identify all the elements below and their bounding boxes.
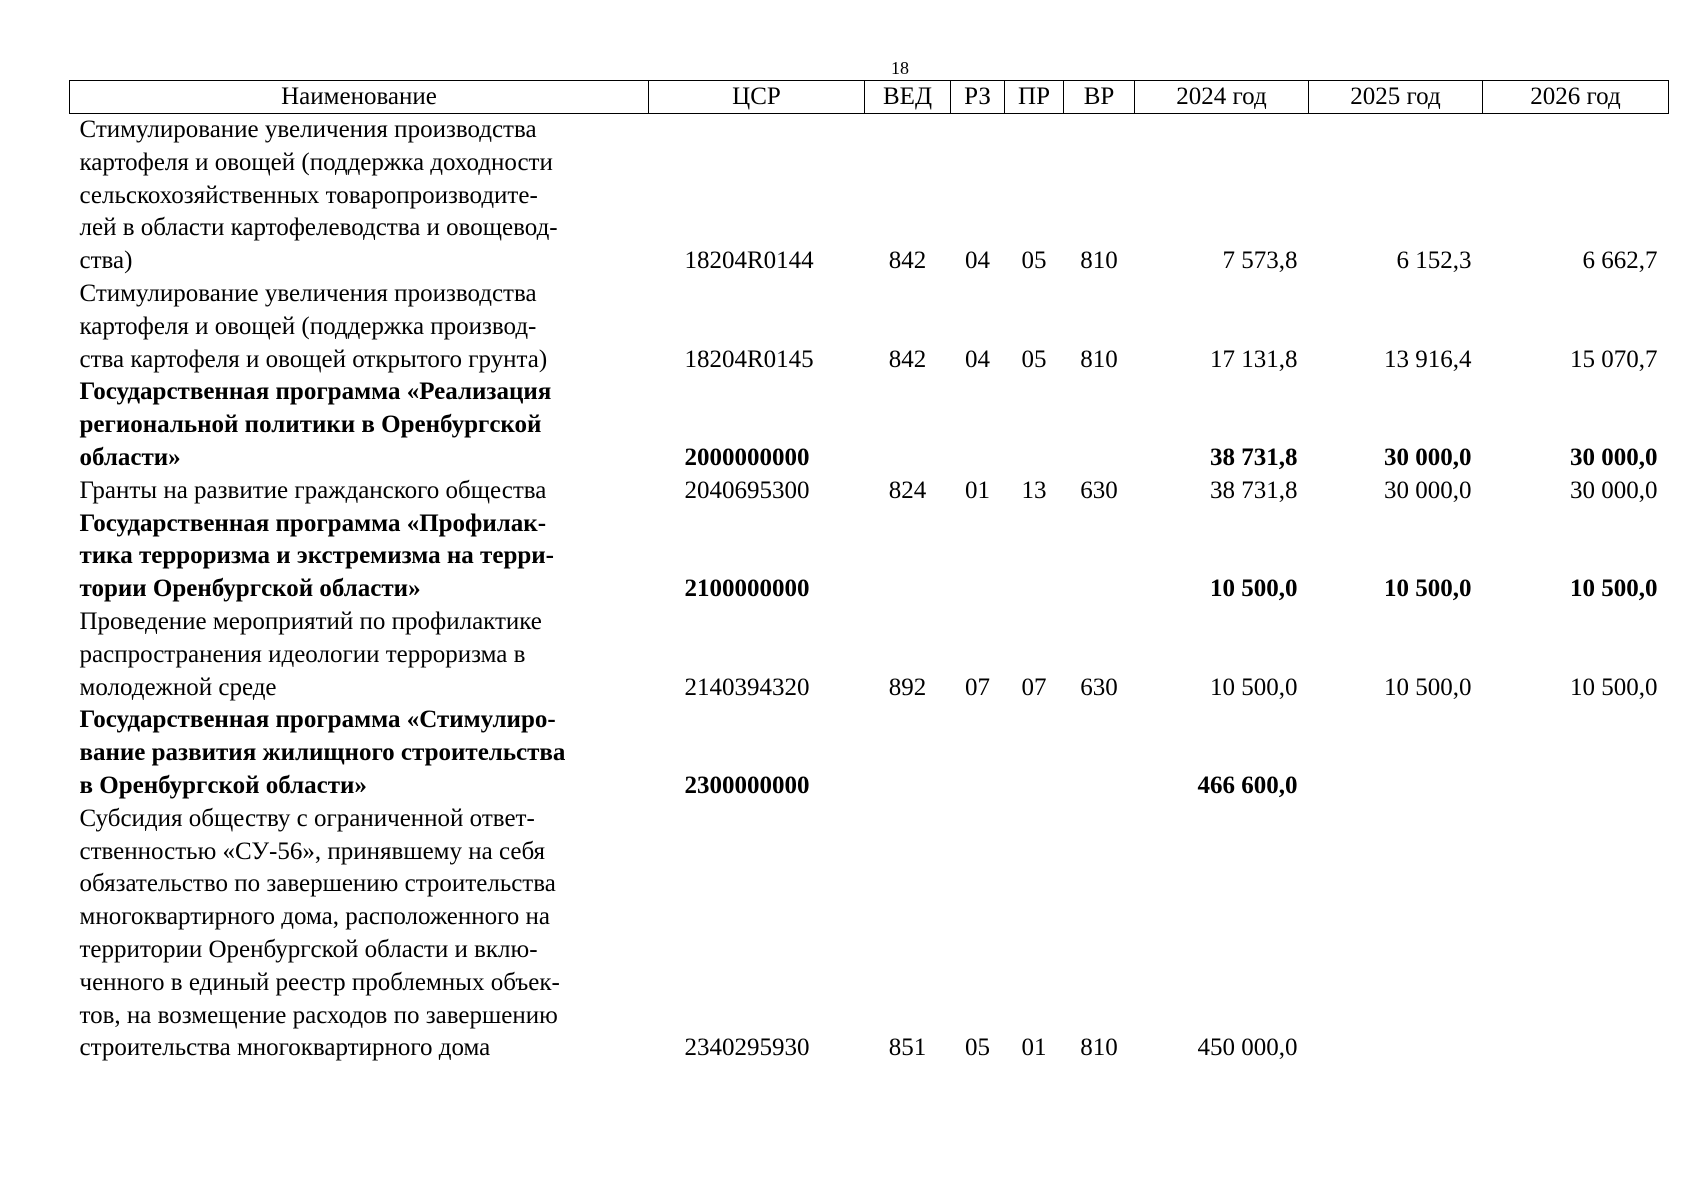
cell-name bbox=[70, 803, 649, 1065]
cell-ved: 851 bbox=[888, 1034, 927, 1062]
cell-csr: 2040695300 bbox=[684, 476, 810, 504]
header-rz: РЗ bbox=[951, 81, 1005, 114]
cell-pr: 01 bbox=[1021, 1034, 1047, 1062]
cell-2025: 30 000,0 bbox=[1384, 443, 1472, 471]
cell-2024: 450 000,0 bbox=[1197, 1034, 1298, 1062]
name-line: вание развития жилищного строительства bbox=[79, 739, 566, 767]
header-2025: 2025 год bbox=[1309, 81, 1483, 114]
cell-vr: 630 bbox=[1080, 476, 1118, 504]
cell-2024: 38 731,8 bbox=[1210, 476, 1298, 504]
cell-name bbox=[70, 376, 649, 474]
cell-name bbox=[70, 704, 649, 802]
cell-name bbox=[70, 475, 649, 508]
program-row bbox=[70, 508, 1669, 606]
name-line: многоквартирного дома, расположенного на bbox=[79, 903, 551, 931]
cell-vr bbox=[1064, 508, 1135, 606]
name-line: распространения идеологии терроризма в bbox=[79, 640, 526, 668]
cell-pr: 13 bbox=[1021, 476, 1047, 504]
cell-rz: 07 bbox=[965, 673, 990, 701]
cell-2026: 30 000,0 bbox=[1570, 476, 1658, 504]
cell-ved: 842 bbox=[888, 247, 927, 275]
cell-2025: 6 152,3 bbox=[1396, 247, 1472, 275]
cell-2026: 10 500,0 bbox=[1570, 575, 1658, 603]
header-2024: 2024 год bbox=[1135, 81, 1309, 114]
cell-pr bbox=[1005, 376, 1064, 474]
cell-pr bbox=[1005, 704, 1064, 802]
cell-2024: 38 731,8 bbox=[1210, 443, 1298, 471]
name-line: тика терроризма и экстремизма на терри- bbox=[79, 542, 554, 570]
cell-ved bbox=[865, 508, 951, 606]
cell-name bbox=[70, 508, 649, 606]
program-row bbox=[70, 376, 1669, 474]
cell-rz: 04 bbox=[965, 345, 990, 373]
header-ved: ВЕД bbox=[865, 81, 951, 114]
header-pr: ПР bbox=[1005, 81, 1064, 114]
cell-vr: 810 bbox=[1080, 345, 1118, 373]
name-line: ченного в единый реестр проблемных объек- bbox=[79, 968, 560, 996]
name-line: строительства многоквартирного дома bbox=[79, 1034, 491, 1062]
budget-table bbox=[69, 80, 1669, 1065]
name-line: Субсидия обществу с ограниченной ответ- bbox=[79, 804, 535, 832]
cell-ved bbox=[865, 376, 951, 474]
cell-rz bbox=[951, 376, 1005, 474]
name-line: ства картофеля и овощей открытого грунта) bbox=[79, 345, 548, 373]
name-line: молодежной среде bbox=[79, 673, 277, 701]
cell-ved: 892 bbox=[888, 673, 927, 701]
program-row bbox=[70, 704, 1669, 802]
name-line: Стимулирование увеличения производства bbox=[79, 279, 537, 307]
cell-2025: 10 500,0 bbox=[1384, 673, 1472, 701]
cell-ved: 824 bbox=[888, 476, 927, 504]
cell-2026: 30 000,0 bbox=[1570, 443, 1658, 471]
cell-rz: 04 bbox=[965, 247, 990, 275]
cell-pr: 05 bbox=[1021, 247, 1047, 275]
name-line: обязательство по завершению строительства bbox=[79, 870, 556, 898]
cell-name bbox=[70, 278, 649, 376]
cell-rz bbox=[951, 704, 1005, 802]
cell-2024: 17 131,8 bbox=[1210, 345, 1298, 373]
name-line: картофеля и овощей (поддержка доходности bbox=[79, 148, 553, 176]
cell-2025 bbox=[1309, 704, 1483, 802]
cell-csr: 2140394320 bbox=[684, 673, 810, 701]
cell-pr: 05 bbox=[1021, 345, 1047, 373]
name-line: Гранты на развитие гражданского общества bbox=[79, 476, 547, 504]
cell-csr: 2300000000 bbox=[684, 771, 810, 799]
name-line: Государственная программа «Реализация bbox=[79, 378, 552, 406]
name-line: тов, на возмещение расходов по завершению bbox=[79, 1001, 558, 1029]
table-header bbox=[70, 81, 1669, 114]
table-body bbox=[70, 114, 1669, 1066]
name-line: ственностью «СУ-56», принявшему на себя bbox=[79, 837, 546, 865]
table-row bbox=[70, 114, 1669, 278]
cell-ved bbox=[865, 704, 951, 802]
name-line: Стимулирование увеличения производства bbox=[79, 116, 537, 143]
cell-2025: 10 500,0 bbox=[1384, 575, 1472, 603]
header-name: Наименование bbox=[70, 81, 649, 114]
table-row bbox=[70, 606, 1669, 704]
cell-2025: 13 916,4 bbox=[1384, 345, 1472, 373]
cell-vr bbox=[1064, 704, 1135, 802]
name-line: региональной политики в Оренбургской bbox=[79, 411, 542, 439]
cell-vr bbox=[1064, 376, 1135, 474]
header-2026: 2026 год bbox=[1483, 81, 1669, 114]
header-csr: ЦСР bbox=[649, 81, 865, 114]
name-line: Государственная программа «Стимулиро- bbox=[79, 706, 556, 734]
cell-pr: 07 bbox=[1021, 673, 1047, 701]
cell-2025 bbox=[1309, 803, 1483, 1065]
cell-csr: 2000000000 bbox=[684, 443, 810, 471]
cell-2025: 30 000,0 bbox=[1384, 476, 1472, 504]
name-line: в Оренбургской области» bbox=[79, 771, 367, 799]
name-line: тории Оренбургской области» bbox=[79, 575, 421, 603]
cell-2026: 15 070,7 bbox=[1570, 345, 1658, 373]
name-line: картофеля и овощей (поддержка производ- bbox=[79, 312, 537, 340]
cell-rz: 01 bbox=[965, 476, 990, 504]
cell-vr: 810 bbox=[1080, 1034, 1118, 1062]
cell-csr: 18204R0144 bbox=[684, 247, 814, 275]
name-line: сельскохозяйственных товаропроизводите- bbox=[79, 181, 538, 209]
cell-rz bbox=[951, 508, 1005, 606]
cell-csr: 2100000000 bbox=[684, 575, 810, 603]
page-number: 18 bbox=[891, 58, 909, 78]
cell-2024: 10 500,0 bbox=[1210, 575, 1298, 603]
name-line: Проведение мероприятий по профилактике bbox=[79, 607, 542, 635]
name-line: области» bbox=[79, 443, 181, 471]
cell-2024: 10 500,0 bbox=[1210, 673, 1298, 701]
cell-2026 bbox=[1483, 803, 1669, 1065]
cell-name bbox=[70, 606, 649, 704]
cell-name bbox=[70, 114, 649, 278]
name-line: ства) bbox=[79, 247, 133, 275]
table-row bbox=[70, 475, 1669, 508]
cell-2026: 10 500,0 bbox=[1570, 673, 1658, 701]
cell-vr: 630 bbox=[1080, 673, 1118, 701]
cell-rz: 05 bbox=[965, 1034, 990, 1062]
cell-2026 bbox=[1483, 704, 1669, 802]
cell-2024: 7 573,8 bbox=[1222, 247, 1298, 275]
cell-2026: 6 662,7 bbox=[1582, 247, 1658, 275]
cell-csr: 18204R0145 bbox=[684, 345, 814, 373]
table-row bbox=[70, 278, 1669, 376]
cell-ved: 842 bbox=[888, 345, 927, 373]
table-row bbox=[70, 803, 1669, 1065]
cell-csr: 2340295930 bbox=[684, 1034, 810, 1062]
cell-vr: 810 bbox=[1080, 247, 1118, 275]
name-line: Государственная программа «Профилак- bbox=[79, 509, 547, 537]
header-row bbox=[70, 81, 1669, 114]
cell-2024: 466 600,0 bbox=[1197, 771, 1298, 799]
name-line: лей в области картофелеводства и овощевод- bbox=[79, 214, 558, 242]
name-line: территории Оренбургской области и вклю- bbox=[79, 935, 538, 963]
header-vr: ВР bbox=[1064, 81, 1135, 114]
cell-pr bbox=[1005, 508, 1064, 606]
